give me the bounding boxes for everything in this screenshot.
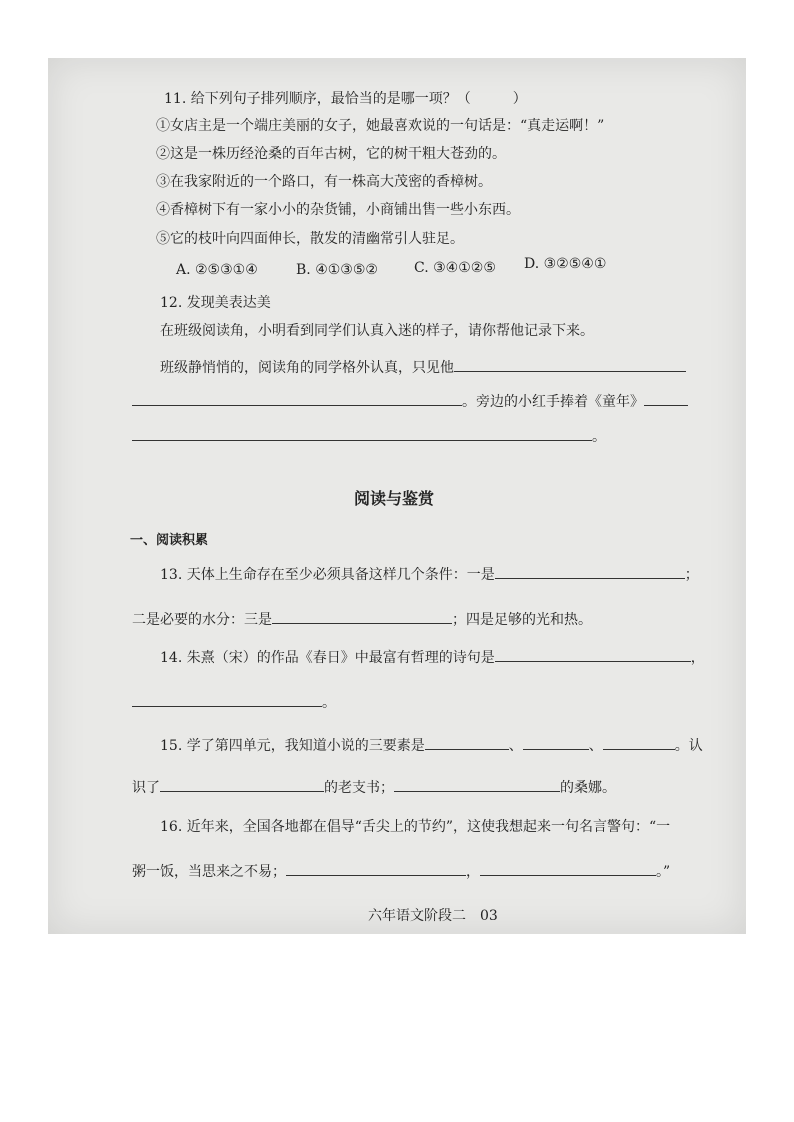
q16-line-1: 16. 近年来，全国各地都在倡导“舌尖上的节约”，这使我想起来一句名言警句：“一 xyxy=(160,819,671,835)
q13-line-1-end: ； xyxy=(684,567,699,583)
q13-line-1-text: 13. 天体上生命存在至少必须具备这样几个条件：一是 xyxy=(160,567,495,583)
q12-answer-blank-4[interactable] xyxy=(132,426,592,441)
q13-answer-blank-2[interactable] xyxy=(272,609,452,624)
q15-line-1-text: 15. 学了第四单元，我知道小说的三要素是 xyxy=(160,738,425,754)
q15-line-2-text: 识了 xyxy=(132,780,160,796)
q13-line-2-end: ；四是足够的光和热。 xyxy=(452,612,592,628)
q13-answer-blank-1[interactable] xyxy=(495,564,685,579)
q12-line-1 xyxy=(160,357,686,377)
q13-line-2 xyxy=(132,609,592,629)
q12-line-2 xyxy=(132,391,688,411)
q12-answer-blank-3[interactable] xyxy=(644,391,688,406)
section-heading: 一、阅读积累 xyxy=(130,533,209,548)
q15-answer-blank-1[interactable] xyxy=(425,735,509,750)
scanned-page xyxy=(48,58,746,934)
q15-answer-blank-5[interactable] xyxy=(394,777,560,792)
q13-line-1 xyxy=(160,564,699,584)
q15-answer-blank-4[interactable] xyxy=(160,777,324,792)
q16-line-2 xyxy=(132,861,670,881)
q13-line-2-text: 二是必要的水分：三是 xyxy=(132,612,272,628)
q14-line-2-end: 。 xyxy=(322,695,336,711)
q15-answer-blank-3[interactable] xyxy=(603,735,675,750)
q11-option-c: C. ③④①②⑤ xyxy=(414,260,496,276)
q14-line-2 xyxy=(132,692,336,712)
q12-answer-blank-2[interactable] xyxy=(132,391,462,406)
q11-sentence-1: ①女店主是一个端庄美丽的女子，她最喜欢说的一句话是：“真走运啊！” xyxy=(156,118,605,134)
page-footer: 六年语文阶段二 03 xyxy=(368,908,498,924)
q15-line-1-end: 。认 xyxy=(674,738,703,754)
q15-line-2-mid: 的老支书； xyxy=(324,780,394,796)
q11-sentence-4: ④香樟树下有一家小小的杂货铺，小商铺出售一些小东西。 xyxy=(156,202,520,218)
q16-line-2-end: 。” xyxy=(656,864,671,880)
q14-answer-blank-1[interactable] xyxy=(495,647,691,662)
q11-stem: 11. 给下列句子排列顺序，最恰当的是哪一项？（ ） xyxy=(164,91,527,107)
q16-line-2-text: 粥一饭，当思来之不易； xyxy=(132,864,286,880)
q11-sentence-2: ②这是一株历经沧桑的百年古树，它的树干粗大苍劲的。 xyxy=(156,146,506,162)
q16-answer-blank-2[interactable] xyxy=(480,861,656,876)
q11-option-d: D. ③②⑤④① xyxy=(524,256,607,272)
q14-line-1 xyxy=(160,647,705,667)
q12-prompt: 在班级阅读角，小明看到同学们认真入迷的样子，请你帮他记录下来。 xyxy=(160,323,594,339)
q11-option-b: B. ④①③⑤② xyxy=(296,262,378,278)
q15-answer-blank-2[interactable] xyxy=(523,735,589,750)
q16-answer-blank-1[interactable] xyxy=(286,861,466,876)
q15-line-2 xyxy=(132,777,616,797)
q15-line-2-end: 的桑娜。 xyxy=(560,780,616,796)
q12-answer-blank-1[interactable] xyxy=(454,357,686,372)
q12-line-3 xyxy=(132,426,606,446)
q11-sentence-5: ⑤它的枝叶向四面伸长，散发的清幽常引人驻足。 xyxy=(156,231,464,247)
q14-line-1-text: 14. 朱熹（宋）的作品《春日》中最富有哲理的诗句是 xyxy=(160,650,495,666)
q11-sentence-3: ③在我家附近的一个路口，有一株高大茂密的香樟树。 xyxy=(156,174,492,190)
q14-line-1-end: ， xyxy=(690,650,705,666)
q11-option-a: A. ②⑤③①④ xyxy=(176,262,258,278)
q16-line-2-mid: ， xyxy=(466,864,480,880)
q15-separator-2: 、 xyxy=(588,738,603,754)
q12-line-1-text: 班级静悄悄的，阅读角的同学格外认真，只见他 xyxy=(160,360,454,376)
q14-answer-blank-2[interactable] xyxy=(132,692,322,707)
q15-separator-1: 、 xyxy=(508,738,523,754)
q15-line-1 xyxy=(160,735,703,755)
q12-title: 12. 发现美表达美 xyxy=(160,295,271,311)
part-title: 阅读与鉴赏 xyxy=(354,489,435,508)
q12-line-3-end: 。 xyxy=(592,429,606,445)
q12-line-2-text: 。旁边的小红手捧着《童年》 xyxy=(462,394,644,410)
